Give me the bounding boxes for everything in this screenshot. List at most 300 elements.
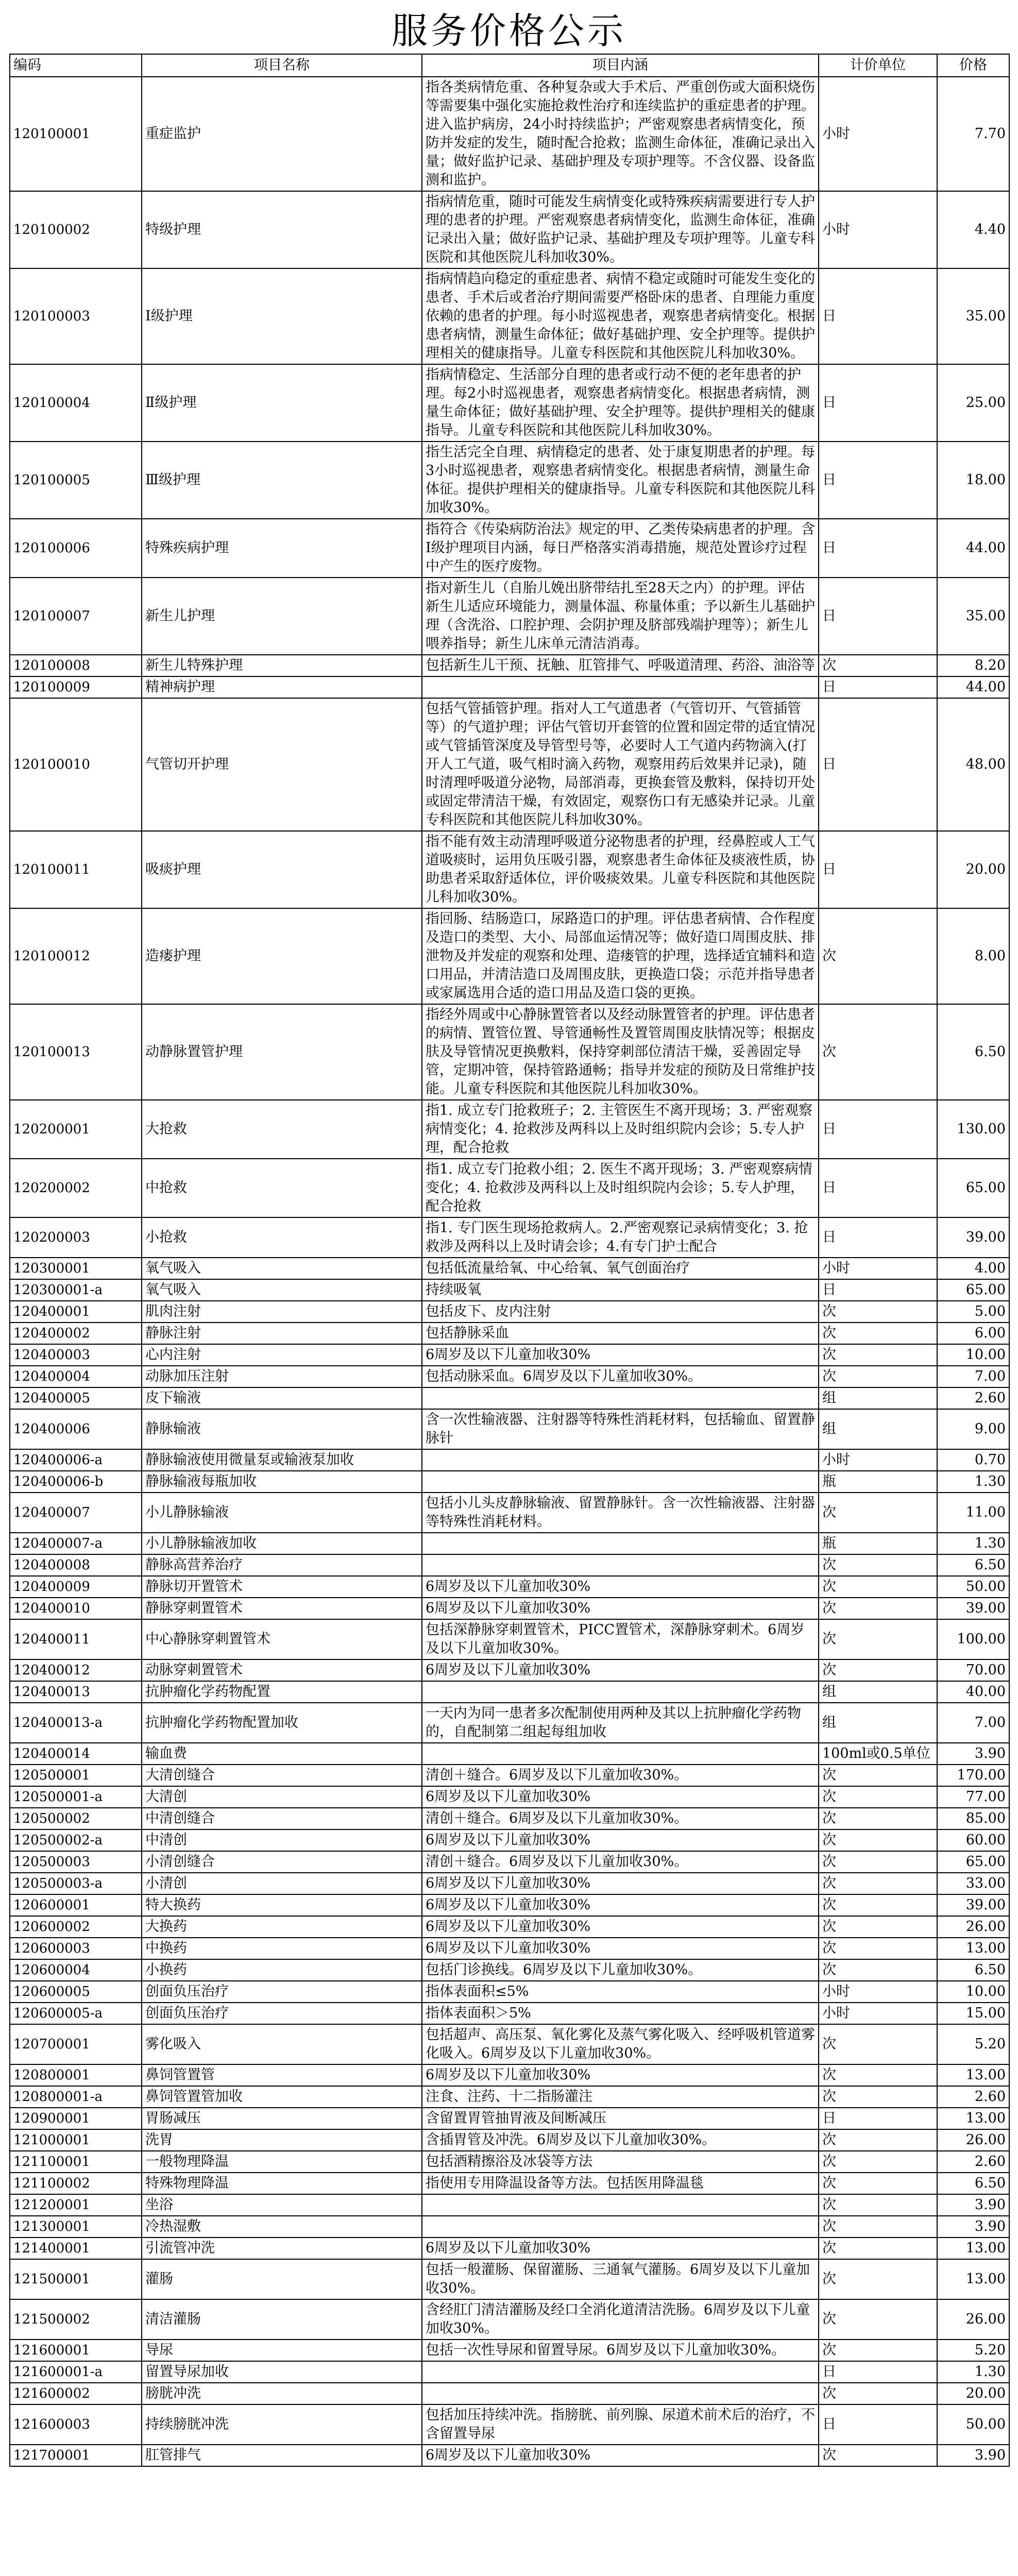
- cell-code: 120400011: [10, 1619, 142, 1659]
- table-row: [10, 1100, 1009, 1159]
- cell-name: 引流管冲洗: [142, 2238, 422, 2259]
- table-row: [10, 1004, 1009, 1100]
- cell-unit: 次: [819, 2151, 937, 2173]
- cell-code: 121400001: [10, 2238, 142, 2259]
- cell-code: 120400006-b: [10, 1471, 142, 1493]
- cell-name: 吸痰护理: [142, 831, 422, 908]
- cell-code: 120300001-a: [10, 1279, 142, 1301]
- cell-unit: 日: [819, 1217, 937, 1258]
- table-row: [10, 1366, 1009, 1387]
- cell-desc: 指病情稳定、生活部分自理的患者或行动不便的老年患者的护理。每2小时巡视患者，观察患者病情变化。根据患者病情，测量生命体征；做好基础护理、安全护理等。提供护理相关的健康指导。儿童专科医院和其他医院儿科加收30%。: [422, 364, 819, 442]
- table-row: [10, 2383, 1009, 2404]
- cell-desc: 包括加压持续冲洗。指膀胱、前列腺、尿道术前术后的治疗，不含留置导尿: [422, 2404, 819, 2445]
- cell-desc: 含一次性输液器、注射器等特殊性消耗材料，包括输血、留置静脉针: [422, 1409, 819, 1449]
- table-row: [10, 676, 1009, 698]
- cell-code: 121600001: [10, 2340, 142, 2361]
- cell-name: 小儿静脉输液: [142, 1493, 422, 1533]
- cell-name: 小换药: [142, 1959, 422, 1981]
- cell-code: 120800001: [10, 2064, 142, 2086]
- cell-name: 大清创: [142, 1786, 422, 1808]
- cell-code: 120500001: [10, 1765, 142, 1786]
- cell-price: 65.00: [937, 1851, 1009, 1873]
- table-row: [10, 1279, 1009, 1301]
- table-row: [10, 2238, 1009, 2259]
- cell-code: 121600002: [10, 2383, 142, 2404]
- cell-price: 5.20: [937, 2024, 1009, 2064]
- cell-name: 造瘘护理: [142, 908, 422, 1004]
- cell-code: 120500001-a: [10, 1786, 142, 1808]
- cell-code: 120400008: [10, 1554, 142, 1576]
- cell-desc: 持续吸氧: [422, 1279, 819, 1301]
- cell-code: 121100002: [10, 2173, 142, 2194]
- cell-price: 2.60: [937, 1387, 1009, 1409]
- cell-unit: 小时: [819, 77, 937, 191]
- table-row: [10, 1471, 1009, 1493]
- cell-unit: 次: [819, 1301, 937, 1323]
- cell-price: 8.00: [937, 908, 1009, 1004]
- cell-unit: 次: [819, 2064, 937, 2086]
- cell-desc: 6周岁及以下儿童加收30%: [422, 1916, 819, 1938]
- cell-desc: [422, 1681, 819, 1703]
- table-row: [10, 578, 1009, 655]
- cell-unit: 次: [819, 1598, 937, 1619]
- cell-price: 50.00: [937, 1576, 1009, 1598]
- cell-name: Ⅰ级护理: [142, 268, 422, 364]
- cell-desc: 指病情趋向稳定的重症患者、病情不稳定或随时可能发生变化的患者、手术后或者治疗期间需要严格卧床的患者、自理能力重度依赖的患者的护理。每小时巡视患者，观察患者病情变化。根据患者病情，测量生命体征；做好基础护理、安全护理等。提供护理相关的健康指导。儿童专科医院和其他医院儿科加收30%。: [422, 268, 819, 364]
- cell-desc: 指符合《传染病防治法》规定的甲、乙类传染病患者的护理。含Ⅰ级护理项目内涵，每日严格落实消毒措施，规范处置诊疗过程中产生的医疗废物。: [422, 519, 819, 578]
- cell-price: 100.00: [937, 1619, 1009, 1659]
- cell-price: 3.90: [937, 2216, 1009, 2238]
- table-row: [10, 2086, 1009, 2108]
- cell-price: 7.00: [937, 1366, 1009, 1387]
- cell-desc: 指回肠、结肠造口，尿路造口的护理。评估患者病情、合作程度及造口的类型、大小、局部血运情况等；做好造口周围皮肤、排泄物及并发症的观察和处理、造瘘管的护理，选择适宜辅料和造口用品，并清洁造口及周围皮肤，更换造口袋；示范并指导患者或家属选用合适的造口用品及造口袋的更换。: [422, 908, 819, 1004]
- cell-code: 120600002: [10, 1916, 142, 1938]
- table-row: [10, 1217, 1009, 1258]
- header-unit: 计价单位: [819, 54, 937, 77]
- table-row: [10, 1301, 1009, 1323]
- cell-code: 120600001: [10, 1894, 142, 1916]
- cell-desc: 指对新生儿（自胎儿娩出脐带结扎至28天之内）的护理。评估新生儿适应环境能力，测量体温、称量体重；予以新生儿基础护理（含洗浴、口腔护理、会阴护理及脐部残端护理等）；新生儿喂养指导；新生儿床单元清洁消毒。: [422, 578, 819, 655]
- cell-desc: 6周岁及以下儿童加收30%: [422, 2445, 819, 2466]
- cell-unit: 次: [819, 1344, 937, 1366]
- cell-name: 静脉高营养治疗: [142, 1554, 422, 1576]
- cell-unit: 瓶: [819, 1471, 937, 1493]
- cell-desc: 6周岁及以下儿童加收30%: [422, 1829, 819, 1851]
- cell-code: 120600005-a: [10, 2003, 142, 2024]
- cell-unit: 日: [819, 676, 937, 698]
- cell-unit: 组: [819, 1703, 937, 1743]
- cell-price: 26.00: [937, 1916, 1009, 1938]
- cell-unit: 小时: [819, 1258, 937, 1279]
- cell-code: 120200001: [10, 1100, 142, 1159]
- cell-price: 7.00: [937, 1703, 1009, 1743]
- cell-price: 3.90: [937, 2194, 1009, 2216]
- cell-desc: 指体表面积≤5%: [422, 1981, 819, 2003]
- table-row: [10, 1765, 1009, 1786]
- cell-name: 小儿静脉输液加收: [142, 1533, 422, 1554]
- cell-code: 120400012: [10, 1659, 142, 1681]
- cell-price: 15.00: [937, 2003, 1009, 2024]
- cell-desc: [422, 1387, 819, 1409]
- cell-desc: 6周岁及以下儿童加收30%: [422, 1576, 819, 1598]
- cell-code: 120100008: [10, 655, 142, 676]
- table-row: [10, 2299, 1009, 2340]
- cell-price: 13.00: [937, 2238, 1009, 2259]
- cell-unit: 小时: [819, 191, 937, 268]
- table-row: [10, 1533, 1009, 1554]
- cell-code: 120100001: [10, 77, 142, 191]
- cell-unit: 组: [819, 1409, 937, 1449]
- cell-desc: 指1. 成立专门抢救小组；2. 医生不离开现场；3. 严密观察病情变化；4. 抢救涉及两科以上及时组织院内会诊；5.专人护理，配合抢救: [422, 1159, 819, 1217]
- cell-price: 20.00: [937, 2383, 1009, 2404]
- cell-desc: 包括小儿头皮静脉输液、留置静脉针。含一次性输液器、注射器等特殊性消耗材料。: [422, 1493, 819, 1533]
- cell-code: 120500003-a: [10, 1873, 142, 1894]
- cell-name: 中换药: [142, 1938, 422, 1959]
- cell-price: 26.00: [937, 2299, 1009, 2340]
- cell-unit: 次: [819, 2194, 937, 2216]
- cell-code: 120100005: [10, 442, 142, 519]
- cell-price: 130.00: [937, 1100, 1009, 1159]
- table-row: [10, 2151, 1009, 2173]
- cell-price: 2.60: [937, 2151, 1009, 2173]
- cell-price: 10.00: [937, 1981, 1009, 2003]
- cell-desc: [422, 676, 819, 698]
- cell-unit: 次: [819, 2173, 937, 2194]
- cell-name: 心内注射: [142, 1344, 422, 1366]
- cell-price: 44.00: [937, 676, 1009, 698]
- cell-price: 4.00: [937, 1258, 1009, 1279]
- cell-code: 120100010: [10, 698, 142, 831]
- cell-unit: 日: [819, 364, 937, 442]
- cell-unit: 次: [819, 1554, 937, 1576]
- cell-code: 120100007: [10, 578, 142, 655]
- cell-unit: 100ml或0.5单位: [819, 1743, 937, 1765]
- cell-name: 创面负压治疗: [142, 2003, 422, 2024]
- cell-code: 120900001: [10, 2108, 142, 2129]
- cell-unit: 日: [819, 831, 937, 908]
- cell-unit: 次: [819, 1873, 937, 1894]
- cell-code: 120400007: [10, 1493, 142, 1533]
- cell-name: 新生儿特殊护理: [142, 655, 422, 676]
- cell-name: 静脉穿刺置管术: [142, 1598, 422, 1619]
- table-row: [10, 1703, 1009, 1743]
- cell-code: 120400010: [10, 1598, 142, 1619]
- cell-name: 抗肿瘤化学药物配置加收: [142, 1703, 422, 1743]
- cell-desc: 指1. 专门医生现场抢救病人。2.严密观察记录病情变化；3. 抢救涉及两科以上及时请会诊；4.有专门护士配合: [422, 1217, 819, 1258]
- cell-name: 坐浴: [142, 2194, 422, 2216]
- cell-price: 4.40: [937, 191, 1009, 268]
- cell-price: 9.00: [937, 1409, 1009, 1449]
- cell-desc: [422, 1449, 819, 1471]
- cell-code: 120400013-a: [10, 1703, 142, 1743]
- cell-code: 121600001-a: [10, 2361, 142, 2383]
- table-row: [10, 698, 1009, 831]
- cell-code: 120400013: [10, 1681, 142, 1703]
- table-row: [10, 1493, 1009, 1533]
- cell-code: 120400007-a: [10, 1533, 142, 1554]
- cell-unit: 次: [819, 655, 937, 676]
- cell-unit: 次: [819, 1786, 937, 1808]
- cell-desc: [422, 2216, 819, 2238]
- cell-price: 8.20: [937, 655, 1009, 676]
- cell-code: 120200002: [10, 1159, 142, 1217]
- cell-price: 20.00: [937, 831, 1009, 908]
- cell-unit: 日: [819, 2404, 937, 2445]
- table-row: [10, 1829, 1009, 1851]
- table-row: [10, 1387, 1009, 1409]
- cell-name: 中清创缝合: [142, 1808, 422, 1829]
- cell-desc: 指生活完全自理、病情稳定的患者、处于康复期患者的护理。每3小时巡视患者，观察患者病情变化。根据患者病情，测量生命体征。提供护理相关的健康指导。儿童专科医院和其他医院儿科加收30%。: [422, 442, 819, 519]
- cell-unit: 组: [819, 1387, 937, 1409]
- cell-unit: 小时: [819, 1449, 937, 1471]
- cell-price: 48.00: [937, 698, 1009, 831]
- cell-price: 39.00: [937, 1894, 1009, 1916]
- cell-unit: 小时: [819, 1981, 937, 2003]
- cell-name: 大抢救: [142, 1100, 422, 1159]
- cell-unit: 日: [819, 442, 937, 519]
- cell-unit: 日: [819, 1159, 937, 1217]
- cell-code: 121500002: [10, 2299, 142, 2340]
- cell-desc: 包括一般灌肠、保留灌肠、三通氧气灌肠。6周岁及以下儿童加收30%。: [422, 2259, 819, 2299]
- cell-name: 鼻饲管置管: [142, 2064, 422, 2086]
- cell-unit: 次: [819, 1916, 937, 1938]
- cell-name: 雾化吸入: [142, 2024, 422, 2064]
- cell-price: 13.00: [937, 2064, 1009, 2086]
- table-row: [10, 908, 1009, 1004]
- cell-unit: 次: [819, 1829, 937, 1851]
- table-row: [10, 1743, 1009, 1765]
- cell-code: 120500002: [10, 1808, 142, 1829]
- cell-price: 85.00: [937, 1808, 1009, 1829]
- cell-desc: 一天内为同一患者多次配制使用两种及其以上抗肿瘤化学药物的，自配制第二组起每组加收: [422, 1703, 819, 1743]
- cell-price: 65.00: [937, 1159, 1009, 1217]
- cell-desc: 包括皮下、皮内注射: [422, 1301, 819, 1323]
- cell-name: 中清创: [142, 1829, 422, 1851]
- cell-name: 冷热湿敷: [142, 2216, 422, 2238]
- cell-name: 特级护理: [142, 191, 422, 268]
- cell-name: 动静脉置管护理: [142, 1004, 422, 1100]
- cell-unit: 次: [819, 1659, 937, 1681]
- cell-code: 121000001: [10, 2129, 142, 2151]
- cell-unit: 次: [819, 2383, 937, 2404]
- cell-price: 39.00: [937, 1217, 1009, 1258]
- cell-unit: 日: [819, 2108, 937, 2129]
- cell-name: 新生儿护理: [142, 578, 422, 655]
- cell-desc: 指病情危重，随时可能发生病情变化或特殊疾病需要进行专人护理的患者的护理。严密观察患者病情变化，监测生命体征，准确记录出入量；做好监护记录、基础护理及专项护理等。儿童专科医院和其他医院儿科加收30%。: [422, 191, 819, 268]
- cell-desc: 6周岁及以下儿童加收30%: [422, 1873, 819, 1894]
- table-row: [10, 1851, 1009, 1873]
- table-row: [10, 1959, 1009, 1981]
- cell-code: 120400009: [10, 1576, 142, 1598]
- cell-unit: 次: [819, 2129, 937, 2151]
- cell-name: 气管切开护理: [142, 698, 422, 831]
- table-row: [10, 1576, 1009, 1598]
- cell-desc: 指各类病情危重、各种复杂或大手术后、严重创伤或大面积烧伤等需要集中强化实施抢救性治疗和连续监护的重症患者的护理。进入监护病房，24小时持续监护；严密观察患者病情变化，预防并发症的发生，随时配合抢救；监测生命体征，准确记录出入量；做好监护记录、基础护理及专项护理等。不含仪器、设备监测和监护。: [422, 77, 819, 191]
- cell-code: 120100009: [10, 676, 142, 698]
- table-row: [10, 364, 1009, 442]
- table-row: [10, 2108, 1009, 2129]
- cell-code: 120800001-a: [10, 2086, 142, 2108]
- cell-name: 静脉输液: [142, 1409, 422, 1449]
- cell-code: 120400004: [10, 1366, 142, 1387]
- cell-name: 大清创缝合: [142, 1765, 422, 1786]
- cell-desc: [422, 1533, 819, 1554]
- cell-desc: 指使用专用降温设备等方法。包括医用降温毯: [422, 2173, 819, 2194]
- table-row: [10, 77, 1009, 191]
- cell-name: 膀胱冲洗: [142, 2383, 422, 2404]
- cell-desc: 指体表面积＞5%: [422, 2003, 819, 2024]
- header-price: 价格: [937, 54, 1009, 77]
- cell-name: Ⅱ级护理: [142, 364, 422, 442]
- table-row: [10, 1916, 1009, 1938]
- cell-unit: 日: [819, 1100, 937, 1159]
- cell-unit: 次: [819, 2238, 937, 2259]
- cell-code: 120100012: [10, 908, 142, 1004]
- table-row: [10, 1554, 1009, 1576]
- cell-desc: 6周岁及以下儿童加收30%: [422, 1598, 819, 1619]
- cell-name: 持续膀胱冲洗: [142, 2404, 422, 2445]
- cell-code: 120400002: [10, 1323, 142, 1344]
- cell-code: 120100004: [10, 364, 142, 442]
- cell-code: 120100013: [10, 1004, 142, 1100]
- cell-name: 静脉输液使用微量泵或输液泵加收: [142, 1449, 422, 1471]
- cell-desc: 包括新生儿干预、抚触、肛管排气、呼吸道清理、药浴、油浴等: [422, 655, 819, 676]
- cell-price: 60.00: [937, 1829, 1009, 1851]
- cell-unit: 次: [819, 1366, 937, 1387]
- cell-name: 动脉加压注射: [142, 1366, 422, 1387]
- cell-price: 40.00: [937, 1681, 1009, 1703]
- cell-price: 18.00: [937, 442, 1009, 519]
- table-row: [10, 2024, 1009, 2064]
- table-row: [10, 2445, 1009, 2466]
- cell-name: 灌肠: [142, 2259, 422, 2299]
- cell-name: 抗肿瘤化学药物配置: [142, 1681, 422, 1703]
- cell-name: 静脉切开置管术: [142, 1576, 422, 1598]
- cell-desc: 含插胃管及冲洗。6周岁及以下儿童加收30%。: [422, 2129, 819, 2151]
- cell-unit: 次: [819, 2259, 937, 2299]
- cell-unit: 次: [819, 1765, 937, 1786]
- cell-code: 120100006: [10, 519, 142, 578]
- cell-price: 11.00: [937, 1493, 1009, 1533]
- cell-desc: 包括气管插管护理。指对人工气道患者（气管切开、气管插管等）的气道护理；评估气管切开套管的位置和固定带的适宜情况或气管插管深度及导管型号等，必要时人工气道内药物滴入(打开人工气道，吸气相时滴入药物，观察用药后效果并记录)，随时清理呼吸道分泌物，局部消毒，更换套管及敷料，保持切开处或固定带清洁干燥，有效固定，观察伤口有无感染并记录。儿童专科医院和其他医院儿科加收30%。: [422, 698, 819, 831]
- table-row: [10, 1894, 1009, 1916]
- cell-desc: 包括动脉采血。6周岁及以下儿童加收30%。: [422, 1366, 819, 1387]
- cell-price: 1.30: [937, 2361, 1009, 2383]
- table-row: [10, 2003, 1009, 2024]
- cell-name: 小清创: [142, 1873, 422, 1894]
- cell-name: 特殊物理降温: [142, 2173, 422, 2194]
- cell-unit: 次: [819, 2445, 937, 2466]
- table-row: [10, 2216, 1009, 2238]
- cell-code: 120300001: [10, 1258, 142, 1279]
- cell-name: 一般物理降温: [142, 2151, 422, 2173]
- header-desc: 项目内涵: [422, 54, 819, 77]
- cell-unit: 瓶: [819, 1533, 937, 1554]
- cell-desc: 清创＋缝合。6周岁及以下儿童加收30%。: [422, 1851, 819, 1873]
- cell-unit: 次: [819, 2216, 937, 2238]
- cell-name: 氧气吸入: [142, 1258, 422, 1279]
- cell-code: 121600003: [10, 2404, 142, 2445]
- cell-unit: 次: [819, 1959, 937, 1981]
- cell-desc: 包括酒精擦浴及冰袋等方法: [422, 2151, 819, 2173]
- cell-desc: [422, 2194, 819, 2216]
- cell-price: 170.00: [937, 1765, 1009, 1786]
- cell-price: 0.70: [937, 1449, 1009, 1471]
- cell-name: 导尿: [142, 2340, 422, 2361]
- cell-name: 大换药: [142, 1916, 422, 1938]
- cell-desc: 6周岁及以下儿童加收30%: [422, 2238, 819, 2259]
- cell-name: 肛管排气: [142, 2445, 422, 2466]
- cell-desc: 6周岁及以下儿童加收30%: [422, 1938, 819, 1959]
- cell-code: 121700001: [10, 2445, 142, 2466]
- cell-desc: 含经肛门清洁灌肠及经口全消化道清洁洗肠。6周岁及以下儿童加收30%。: [422, 2299, 819, 2340]
- cell-code: 121200001: [10, 2194, 142, 2216]
- cell-price: 50.00: [937, 2404, 1009, 2445]
- document-title: 服务价格公示: [392, 10, 626, 52]
- cell-price: 7.70: [937, 77, 1009, 191]
- cell-unit: 次: [819, 1938, 937, 1959]
- cell-unit: 次: [819, 1493, 937, 1533]
- cell-unit: 次: [819, 1894, 937, 1916]
- cell-desc: 6周岁及以下儿童加收30%: [422, 1786, 819, 1808]
- cell-unit: 日: [819, 2361, 937, 2383]
- cell-desc: 清创＋缝合。6周岁及以下儿童加收30%。: [422, 1765, 819, 1786]
- table-row: [10, 1159, 1009, 1217]
- table-row: [10, 2404, 1009, 2445]
- cell-desc: 6周岁及以下儿童加收30%: [422, 1659, 819, 1681]
- cell-price: 3.90: [937, 2445, 1009, 2466]
- cell-name: 静脉注射: [142, 1323, 422, 1344]
- table-row: [10, 2361, 1009, 2383]
- header-row: [10, 54, 1009, 77]
- cell-unit: 日: [819, 268, 937, 364]
- cell-name: 胃肠减压: [142, 2108, 422, 2129]
- price-table: [9, 54, 1010, 2467]
- cell-unit: 次: [819, 1619, 937, 1659]
- table-row: [10, 1938, 1009, 1959]
- cell-price: 13.00: [937, 1938, 1009, 1959]
- cell-price: 6.50: [937, 1554, 1009, 1576]
- cell-desc: 包括超声、高压泵、氧化雾化及蒸气雾化吸入、经呼吸机管道雾化吸入。6周岁及以下儿童加收30%。: [422, 2024, 819, 2064]
- cell-price: 77.00: [937, 1786, 1009, 1808]
- cell-desc: 6周岁及以下儿童加收30%: [422, 1894, 819, 1916]
- cell-name: 静脉输液每瓶加收: [142, 1471, 422, 1493]
- cell-name: 清洁灌肠: [142, 2299, 422, 2340]
- cell-price: 35.00: [937, 268, 1009, 364]
- cell-code: 120400001: [10, 1301, 142, 1323]
- cell-desc: 注食、注药、十二指肠灌注: [422, 2086, 819, 2108]
- cell-code: 120600004: [10, 1959, 142, 1981]
- cell-price: 6.50: [937, 1959, 1009, 1981]
- cell-code: 121100001: [10, 2151, 142, 2173]
- cell-code: 120400005: [10, 1387, 142, 1409]
- cell-price: 25.00: [937, 364, 1009, 442]
- cell-name: 留置导尿加收: [142, 2361, 422, 2383]
- cell-unit: 日: [819, 1279, 937, 1301]
- cell-price: 6.50: [937, 2173, 1009, 2194]
- cell-code: 120400003: [10, 1344, 142, 1366]
- cell-price: 13.00: [937, 2108, 1009, 2129]
- table-row: [10, 2259, 1009, 2299]
- table-row: [10, 1786, 1009, 1808]
- table-row: [10, 442, 1009, 519]
- header-name: 项目名称: [142, 54, 422, 77]
- cell-desc: [422, 1743, 819, 1765]
- cell-unit: 次: [819, 1323, 937, 1344]
- cell-price: 26.00: [937, 2129, 1009, 2151]
- cell-unit: 组: [819, 1681, 937, 1703]
- table-row: [10, 2173, 1009, 2194]
